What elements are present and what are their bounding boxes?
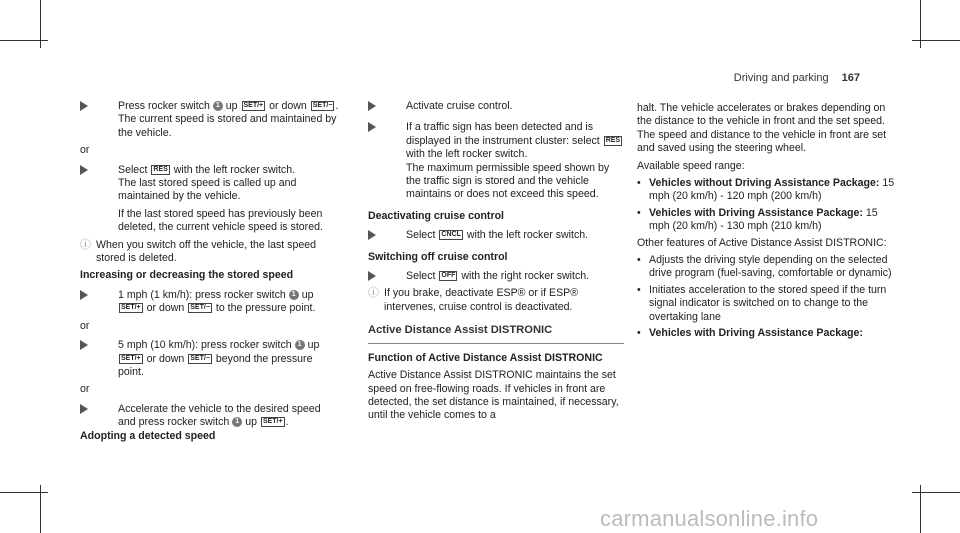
- set-down-key-icon: SET/−: [190, 354, 210, 362]
- arrow-icon: [80, 165, 88, 175]
- callout-1-icon: 1: [213, 101, 223, 111]
- list-item: • Adjusts the driving style depending on the selected drive program (fuel-saving, comfortable or dynamic): [637, 254, 895, 281]
- set-up-key-icon: SET/+: [243, 102, 264, 110]
- step: Select RES with the left rocker switch. The last stored speed is called up and maintained by the vehicle.: [80, 164, 340, 204]
- resume-key-icon: RES: [153, 165, 168, 173]
- paragraph: Available speed range:: [637, 159, 745, 172]
- arrow-icon: [368, 230, 376, 240]
- sub-heading: Function of Active Distance Assist DISTRONIC: [368, 351, 603, 364]
- step: Accelerate the vehicle to the desired speed and press rocker switch 1 up SET/+ .: [80, 403, 340, 430]
- arrow-icon: [80, 101, 88, 111]
- list-item: • Vehicles with Driving Assistance Package: 15 mph (20 km/h) - 130 mph (210 km/h): [637, 207, 895, 234]
- or-label: or: [80, 383, 90, 396]
- crop-mark: [912, 40, 960, 41]
- paragraph: Active Distance Assist DISTRONIC maintains the set speed on free-flowing roads. If vehicles in front are detected, the set distance is maintained, if necessary, until the vehicle comes to a: [368, 369, 619, 422]
- paragraph: Other features of Active Distance Assist DISTRONIC:: [637, 236, 887, 249]
- step: 5 mph (10 km/h): press rocker switch 1 up SET/+ or down SET/− beyond the pressure point.: [80, 339, 340, 379]
- step: 1 mph (1 km/h): press rocker switch 1 up SET/+ or down SET/− to the pressure point.: [80, 289, 340, 316]
- crop-mark: [0, 492, 48, 493]
- step: Select CNCL with the left rocker switch.: [368, 229, 624, 242]
- heading-switching-off: Switching off cruise control: [368, 250, 508, 263]
- header-section: Driving and parking: [733, 72, 829, 84]
- set-up-key-icon: SET/+: [121, 304, 141, 312]
- paragraph: If the last stored speed has previously been deleted, the current vehicle speed is stored.: [118, 207, 323, 234]
- column-2: [368, 100, 624, 427]
- callout-1-icon: 1: [295, 340, 305, 350]
- set-up-key-icon: SET/+: [262, 418, 283, 426]
- set-down-key-icon: SET/−: [312, 102, 333, 110]
- set-down-key-icon: SET/−: [190, 304, 210, 312]
- arrow-icon: [368, 122, 376, 132]
- watermark: carmanualsonline.info: [600, 506, 819, 531]
- cancel-key-icon: CNCL: [441, 231, 461, 239]
- list-item: • Vehicles without Driving Assistance Package: 15 mph (20 km/h) - 120 mph (200 km/h): [637, 177, 895, 204]
- or-label: or: [80, 319, 90, 332]
- arrow-icon: [368, 271, 376, 281]
- step: Activate cruise control.: [368, 100, 624, 113]
- page-number: 167: [841, 72, 860, 84]
- crop-mark: [0, 40, 48, 41]
- arrow-icon: [80, 404, 88, 414]
- step: If a traffic sign has been detected and is displayed in the instrument cluster: select RES with the left rocker switch. The maximum permissible speed shown by the traffic sign is stored and the vehicle maintains or does not exceed this speed.: [368, 121, 624, 201]
- heading-increase-decrease: Increasing or decreasing the stored speed: [80, 269, 294, 282]
- arrow-icon: [368, 101, 376, 111]
- or-label: or: [80, 144, 90, 157]
- column-3: [637, 102, 895, 344]
- info-icon: ⓘ: [80, 238, 91, 251]
- arrow-icon: [80, 340, 88, 350]
- arrow-icon: [80, 290, 88, 300]
- resume-key-icon: RES: [605, 137, 621, 145]
- page-header: [734, 72, 860, 84]
- callout-1-icon: 1: [289, 290, 299, 300]
- set-up-key-icon: SET/+: [121, 354, 141, 362]
- list-item: • Initiates acceleration to the stored speed if the turn signal indicator is switched on to change to the overtaking lane: [637, 284, 895, 324]
- step: Select OFF with the right rocker switch.: [368, 270, 624, 283]
- heading-deactivating: Deactivating cruise control: [368, 209, 504, 222]
- note: ⓘ If you brake, deactivate ESP® or if ESP® intervenes, cruise control is deactivated.: [368, 287, 579, 313]
- cruise-off-key-icon: OFF: [441, 272, 456, 280]
- column-1: [80, 100, 340, 449]
- info-icon: ⓘ: [368, 287, 379, 300]
- heading-adopting-speed: Adopting a detected speed: [80, 429, 216, 442]
- note: ⓘ When you switch off the vehicle, the last speed stored is deleted.: [80, 238, 317, 265]
- callout-1-icon: 1: [232, 417, 242, 427]
- section-heading: Active Distance Assist DISTRONIC: [368, 324, 624, 343]
- list-item: • Vehicles with Driving Assistance Package:: [637, 327, 895, 340]
- crop-mark: [912, 492, 960, 493]
- step: Press rocker switch 1 up SET/+ or down SET/− . The current speed is stored and maintained by the vehicle.: [80, 100, 340, 140]
- paragraph: halt. The vehicle accelerates or brakes depending on the distance to the vehicle in front and the set speed. The speed and distance to the vehicle in front are set and saved using the steering wheel.: [637, 102, 887, 155]
